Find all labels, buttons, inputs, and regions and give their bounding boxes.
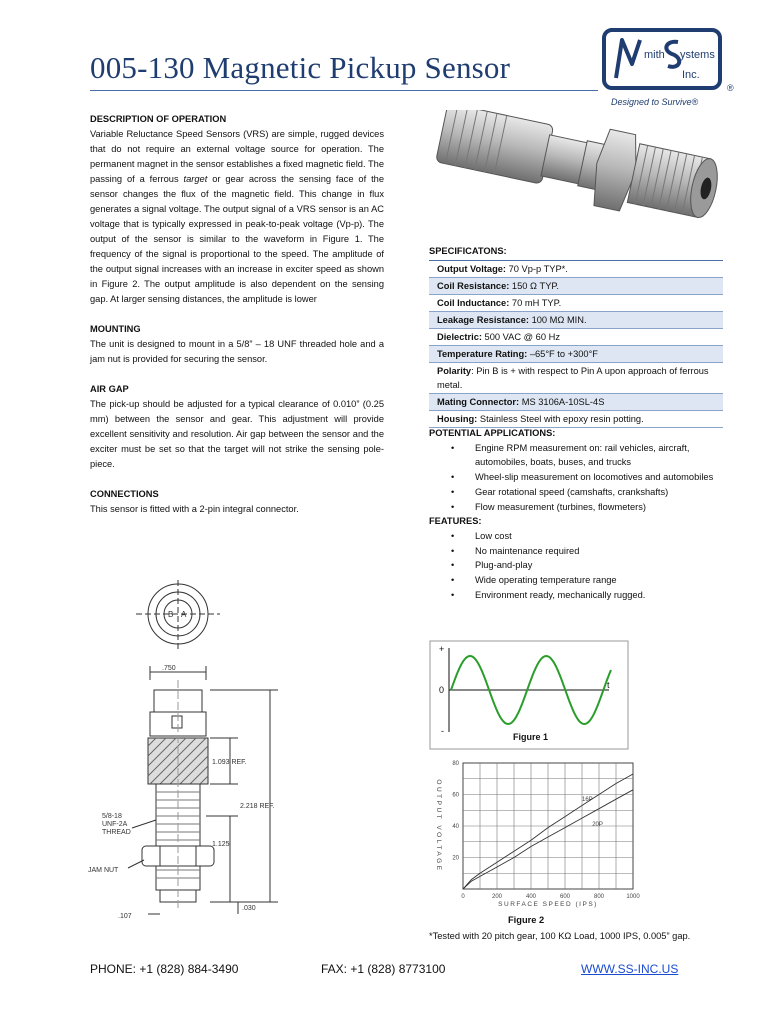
list-item: • Wide operating temperature range: [429, 573, 723, 588]
company-logo: [600, 28, 724, 92]
mounting-heading: MOUNTING: [90, 324, 141, 334]
list-item: • Environment ready, mechanically rugged.: [429, 588, 723, 603]
features-heading: FEATURES:: [429, 516, 482, 527]
figure-2-caption: Figure 2: [508, 915, 545, 925]
series-label: 16P: [582, 796, 593, 803]
tagline: Designed to Survive®: [611, 97, 699, 107]
fig1-t: t: [607, 680, 610, 690]
list-item: • Plug-and-play: [429, 558, 723, 573]
spec-row: [429, 312, 723, 329]
pin-a-label: A: [181, 610, 187, 619]
series-label: 20P: [592, 822, 603, 828]
features-list: [429, 529, 723, 603]
y-tick-label: 60: [452, 792, 459, 799]
spec-value: 150 Ω TYP.: [509, 281, 560, 291]
list-item: • No maintenance required: [429, 544, 723, 559]
logo-text-2: ystems: [680, 49, 715, 61]
spec-row: [429, 295, 723, 312]
left-column: [90, 112, 384, 517]
thread-label-2: UNF-2A: [102, 821, 128, 828]
spec-value: 500 VAC @ 60 Hz: [481, 332, 560, 342]
applications-section: [429, 426, 723, 602]
air-gap-text: The pick-up should be adjusted for a typical clearance of 0.010” (0.25 mm) between the sensor and gear. This adjustment will provide excellent sensitivity and resolution. Air gap between the sensor and the exciter must be set so that the target will not strike the sensing pole-piece.: [90, 399, 384, 469]
thread-label-1: 5/8-18: [102, 813, 122, 820]
y-tick-label: 20: [452, 855, 459, 862]
y-tick-label: 40: [452, 824, 459, 830]
list-item: • Engine RPM measurement on: rail vehicles, aircraft, automobiles, boats, buses, and trucks: [429, 441, 723, 470]
sensor-photo: [430, 110, 730, 240]
list-item: • Gear rotational speed (camshafts, crankshafts): [429, 485, 723, 500]
fig1-zero: 0: [439, 685, 445, 695]
spec-row: [429, 278, 723, 295]
applications-list: [429, 441, 723, 515]
registered-mark: ®: [727, 83, 734, 93]
spec-value: MS 3106A-10SL-4S: [519, 397, 605, 407]
spec-value: 100 MΩ MIN.: [528, 315, 587, 325]
logo-text-1: mith: [644, 49, 665, 61]
spec-value: : Pin B is + with respect to Pin A upon approach of ferrous metal.: [437, 366, 709, 390]
footer-fax: FAX: +1 (828) 8773100: [321, 962, 446, 976]
specs-table: [429, 260, 723, 428]
spec-label: Leakage Resistance:: [437, 315, 529, 325]
spec-label: Coil Resistance:: [437, 281, 510, 291]
list-item: • Wheel-slip measurement on locomotives and automobiles: [429, 470, 723, 485]
x-tick-label: 0: [461, 894, 465, 900]
jam-nut-label: JAM NUT: [88, 867, 119, 874]
list-item: • Low cost: [429, 529, 723, 544]
air-gap-heading: AIR GAP: [90, 384, 129, 394]
footer-website-link[interactable]: WWW.SS-INC.US: [581, 962, 679, 976]
y-tick-label: 80: [452, 761, 459, 767]
dim-107: .107: [118, 913, 132, 920]
spec-value: Stainless Steel with epoxy resin potting.: [477, 414, 644, 424]
y-axis-label: OUTPUT VOLTAGE: [435, 779, 442, 873]
page-title: 005-130 Magnetic Pickup Sensor: [90, 50, 511, 85]
spec-label: Mating Connector:: [437, 397, 520, 407]
spec-label: Coil Inductance:: [437, 298, 510, 308]
mounting-text: The unit is designed to mount in a 5/8” – 18 UNF threaded hole and a jam nut is provided for securing the sensor.: [90, 339, 384, 364]
x-tick-label: 400: [525, 894, 537, 900]
x-axis-label: SURFACE SPEED (IPS): [498, 901, 598, 908]
spec-label: Housing:: [437, 414, 478, 424]
spec-row: [429, 394, 723, 411]
spec-label: Dielectric:: [437, 332, 482, 342]
connections-heading: CONNECTIONS: [90, 489, 159, 499]
spec-label: Polarity: [437, 366, 472, 376]
spec-label: Output Voltage:: [437, 264, 507, 274]
fig1-plus: +: [439, 644, 445, 654]
x-tick-label: 200: [491, 894, 503, 900]
pin-b-label: B: [168, 610, 174, 619]
list-item: • Flow measurement (turbines, flowmeters): [429, 500, 723, 515]
spec-value: 70 Vp-p TYP*.: [506, 264, 568, 274]
logo-text-3: Inc.: [682, 69, 700, 81]
description-text: Variable Reluctance Speed Sensors (VRS) are simple, rugged devices that do not require an external voltage source for operation. The permanent magnet in the sensor establishes a fixed magnetic field. The passing of a ferrous target or gear across the sensing face of the sensor changes the flux of the magnetic field. This change in flux generates a signal voltage. The output signal of a VRS sensor is an AC voltage that is typically expressed in peak-to-peak voltage (Vp-p). The output of the sensor is similar to the waveform in Figure 1. The frequency of the signal is proportional to the speed. The amplitude of the output signal increases with an increase in exciter speed as shown in Figure 2. The output amplitude is also dependent on the sensing gap. At larger sensing distances, the amplitude is lower: [90, 129, 384, 304]
figure-1-caption: Figure 1: [513, 732, 549, 742]
spec-label: Temperature Rating:: [437, 349, 528, 359]
spec-value: –65°F to +300°F: [527, 349, 598, 359]
spec-value: 70 mH TYP.: [509, 298, 562, 308]
sensor-drawing: [88, 580, 388, 920]
connections-text: This sensor is fitted with a 2-pin integral connector.: [90, 504, 299, 514]
dim-2218: 2.218 REF.: [240, 803, 275, 810]
figure-1: [429, 640, 629, 750]
spec-row: [429, 261, 723, 278]
fig1-minus: -: [441, 726, 444, 736]
x-tick-label: 600: [559, 894, 571, 900]
dim-width: .750: [162, 665, 176, 672]
applications-heading: POTENTIAL APPLICATIONS:: [429, 428, 556, 438]
dim-1125: 1.125: [212, 841, 230, 848]
dim-1093: 1.093 REF.: [212, 759, 247, 766]
dim-030: .030: [242, 905, 256, 912]
footer-phone: PHONE: +1 (828) 884-3490: [90, 962, 239, 976]
spec-row: [429, 329, 723, 346]
specs-heading: SPECIFICATONS:: [429, 246, 507, 256]
spec-row: [429, 346, 723, 363]
figure-2-chart: [429, 755, 649, 915]
x-tick-label: 800: [593, 894, 605, 900]
thread-label-3: THREAD: [102, 829, 131, 836]
spec-row: [429, 363, 723, 394]
description-heading: DESCRIPTION OF OPERATION: [90, 114, 227, 124]
x-tick-label: 1000: [626, 894, 640, 900]
test-note: *Tested with 20 pitch gear, 100 KΩ Load, 1000 IPS, 0.005” gap.: [429, 931, 691, 941]
title-divider: [90, 90, 598, 91]
